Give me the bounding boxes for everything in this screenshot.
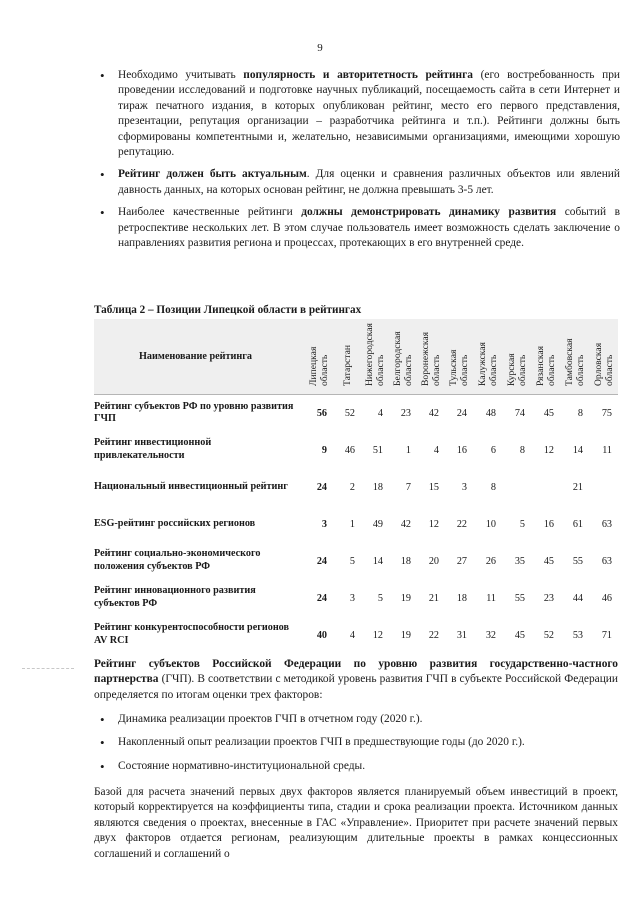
rating-name: Рейтинг инновационного развития субъектов РФ xyxy=(94,585,256,609)
table-cell: 14 xyxy=(372,555,383,567)
table-cell: 18 xyxy=(372,481,383,493)
table-cell: 12 xyxy=(543,444,554,456)
table-header-row xyxy=(94,319,618,395)
bullet-text: (его востребованность при проведении исследований и подготовке научных публикаций, посещаемость сайта в сети Интернет и тираж печатного издания, в которых опубликован рейтинг, место его первого представления, презентации, репутация организации – разработчика рейтинга и т.п.). Рейтинги должны быть сформированы компетентными и, желательно, независимыми организациями, имеющими хорошую репутацию. xyxy=(118,69,620,159)
margin-divider xyxy=(22,668,74,669)
table-cell: 63 xyxy=(601,555,612,567)
table-cell: 46 xyxy=(601,592,612,604)
column-header-label: Тульская область xyxy=(448,349,470,386)
column-header xyxy=(389,319,417,395)
table-row xyxy=(94,469,618,506)
table-cell: 44 xyxy=(572,592,583,604)
column-header-label: Воронежская область xyxy=(420,331,442,386)
table-cell: 21 xyxy=(572,481,583,493)
table-cell: 40 xyxy=(316,629,327,641)
table-cell: 45 xyxy=(543,407,554,419)
table-cell: 55 xyxy=(514,592,525,604)
column-header xyxy=(333,319,361,395)
table-cell: 12 xyxy=(372,629,383,641)
table-cell: 55 xyxy=(572,555,583,567)
factors-list xyxy=(118,712,618,782)
table-cell: 3 xyxy=(461,481,467,493)
table-cell xyxy=(589,469,618,506)
table-cell: 35 xyxy=(514,555,525,567)
section-heading: Рейтинг субъектов Российской Федерации по уровню развития государственно-частного партнерства xyxy=(94,658,618,686)
table-cell: 31 xyxy=(456,629,467,641)
rating-name: Рейтинг инвестиционной привлекательности xyxy=(94,437,212,461)
column-header xyxy=(502,319,531,395)
table-cell: 18 xyxy=(456,592,467,604)
table-cell: 4 xyxy=(377,407,383,419)
table-cell: 4 xyxy=(433,444,439,456)
list-item: • Состояние нормативно-институциональной среды. xyxy=(118,759,618,774)
table-cell: 32 xyxy=(485,629,496,641)
rating-name: Рейтинг социально-экономического положения субъектов РФ xyxy=(94,548,261,572)
table-cell xyxy=(531,469,560,506)
bullet-text: Наиболее качественные рейтинги xyxy=(118,206,302,219)
table-cell: 9 xyxy=(321,444,327,456)
column-header xyxy=(473,319,502,395)
table-cell: 24 xyxy=(456,407,467,419)
table-cell: 52 xyxy=(543,629,554,641)
bullet-bold-text: Рейтинг должен быть актуальным xyxy=(118,168,307,181)
table-caption: Таблица 2 – Позиции Липецкой области в рейтингах xyxy=(94,304,362,316)
table-cell: 11 xyxy=(602,444,612,456)
table-cell: 11 xyxy=(486,592,496,604)
table-row xyxy=(94,580,618,617)
table-cell: 22 xyxy=(456,518,467,530)
column-header-label: Орловская область xyxy=(592,342,615,386)
table-cell: 42 xyxy=(400,518,411,530)
table-cell: 8 xyxy=(577,407,583,419)
column-header-label: Курская область xyxy=(505,353,528,386)
column-header xyxy=(560,319,589,395)
list-item xyxy=(118,68,620,160)
table-cell: 42 xyxy=(428,407,439,419)
table-cell: 46 xyxy=(344,444,355,456)
rating-name: Рейтинг конкурентоспособности регионов AV RCI xyxy=(94,622,290,646)
table-cell: 15 xyxy=(428,481,439,493)
table-cell: 24 xyxy=(316,555,327,567)
table-cell: 3 xyxy=(349,592,355,604)
list-item: • Накопленный опыт реализации проектов ГЧП в предшествующие годы (до 2020 г.). xyxy=(118,735,618,750)
table-cell: 27 xyxy=(456,555,467,567)
table-cell: 1 xyxy=(349,518,355,530)
column-header-label: Белгородская область xyxy=(392,331,414,386)
list-item xyxy=(118,205,620,251)
rating-name: Рейтинг субъектов РФ по уровню развития ГЧП xyxy=(94,400,294,425)
column-header-label: Тамбовская область xyxy=(563,338,586,386)
bullet-bold-text: популярность и авторитетность рейтинга xyxy=(243,69,473,81)
rating-name: Национальный инвестиционный рейтинг xyxy=(94,480,288,492)
bullet-bold-text: должны демонстрировать динамику развития xyxy=(301,206,557,219)
column-header xyxy=(589,319,618,395)
table-cell: 23 xyxy=(543,592,554,604)
table-cell: 19 xyxy=(400,629,411,641)
table-cell: 45 xyxy=(514,629,525,641)
table-cell: 26 xyxy=(485,555,496,567)
table-cell: 24 xyxy=(316,481,327,493)
table-cell: 22 xyxy=(428,629,439,641)
column-header-label: Рязанская область xyxy=(534,345,557,386)
table-row xyxy=(94,506,618,543)
table-row xyxy=(94,432,618,469)
table-cell: 18 xyxy=(400,555,411,567)
table-cell: 8 xyxy=(490,481,496,493)
table-cell: 75 xyxy=(601,407,612,419)
table-cell: 7 xyxy=(405,481,411,493)
table-cell: 63 xyxy=(601,518,612,530)
column-header xyxy=(531,319,560,395)
table-cell: 56 xyxy=(316,407,327,419)
table-cell: 49 xyxy=(372,518,383,530)
table-cell: 5 xyxy=(377,592,383,604)
body-paragraph: Базой для расчета значений первых двух факторов является планируемый объем инвестиций в проект, который корректируется на коэффициенты типа, стадии и срока реализации проекта. Источником данных являются сведения о проектах, внесенные в ГАС «Управление». Приоритет при расчете значений первых двух факторов отдается регионам, реализующим длительные проекты в рамках концессионных соглашений и соглашений о xyxy=(94,786,618,860)
table-cell: 21 xyxy=(428,592,439,604)
list-item: • Динамика реализации проектов ГЧП в отчетном году (2020 г.). xyxy=(118,712,618,727)
table-cell: 4 xyxy=(349,629,355,641)
table-cell: 2 xyxy=(349,481,355,493)
table-cell: 14 xyxy=(572,444,583,456)
list-item xyxy=(118,167,620,198)
bullet-text: событий в ретроспективе нескольких лет. В этом случае пользователь имеет возможность сделать заключение о направлениях развития региона и процессах, протекающих в его внутренней среде. xyxy=(118,206,621,250)
page-number: 9 xyxy=(317,42,323,54)
column-header xyxy=(361,319,389,395)
table-cell: 20 xyxy=(428,555,439,567)
table-cell: 24 xyxy=(316,592,327,604)
column-header xyxy=(417,319,445,395)
bullet-text: . Для оценки и сравнения различных объектов или явлений давность данных, на которых основан рейтинг, не должна превышать 3-5 лет. xyxy=(118,168,620,196)
table-cell: 61 xyxy=(572,518,583,530)
table-cell: 5 xyxy=(349,555,355,567)
table-row xyxy=(94,617,618,654)
table-cell: 45 xyxy=(543,555,554,567)
table-cell: 10 xyxy=(485,518,496,530)
table-cell: 23 xyxy=(400,407,411,419)
table-cell: 12 xyxy=(428,518,439,530)
table-cell: 3 xyxy=(321,518,327,530)
table-cell: 71 xyxy=(601,629,612,641)
column-header xyxy=(445,319,473,395)
table-cell: 16 xyxy=(543,518,554,530)
column-header-label: Калужская область xyxy=(476,342,499,386)
column-header xyxy=(305,319,333,395)
table-cell: 53 xyxy=(572,629,583,641)
table-cell: 16 xyxy=(456,444,467,456)
ratings-table xyxy=(94,319,618,654)
bullet-text: Необходимо учитывать xyxy=(118,69,244,81)
table-cell: 48 xyxy=(485,407,496,419)
table-cell: 8 xyxy=(519,444,525,456)
table-cell: 1 xyxy=(405,444,411,456)
table-cell: 5 xyxy=(519,518,525,530)
column-header-label: Татарстан xyxy=(341,345,353,386)
column-header-name: Наименование рейтинга xyxy=(94,319,305,395)
rating-name: ESG-рейтинг российских регионов xyxy=(94,517,256,529)
column-header-label: Липецкая область xyxy=(308,346,330,386)
table-cell: 51 xyxy=(372,444,383,456)
table-cell: 52 xyxy=(344,407,355,419)
section-paragraph xyxy=(94,657,618,703)
requirements-list xyxy=(118,68,620,258)
table-row xyxy=(94,543,618,580)
column-header-label: Нижегородская область xyxy=(364,323,386,386)
table-cell: 6 xyxy=(490,444,496,456)
table-cell: 74 xyxy=(514,407,525,419)
table-cell xyxy=(502,469,531,506)
section-text: (ГЧП). В соответствии с методикой уровень развития ГЧП в субъекте Российской Федерации определяется по итогам оценки трех факторов: xyxy=(94,673,618,701)
table-row xyxy=(94,395,618,432)
table-cell: 19 xyxy=(400,592,411,604)
